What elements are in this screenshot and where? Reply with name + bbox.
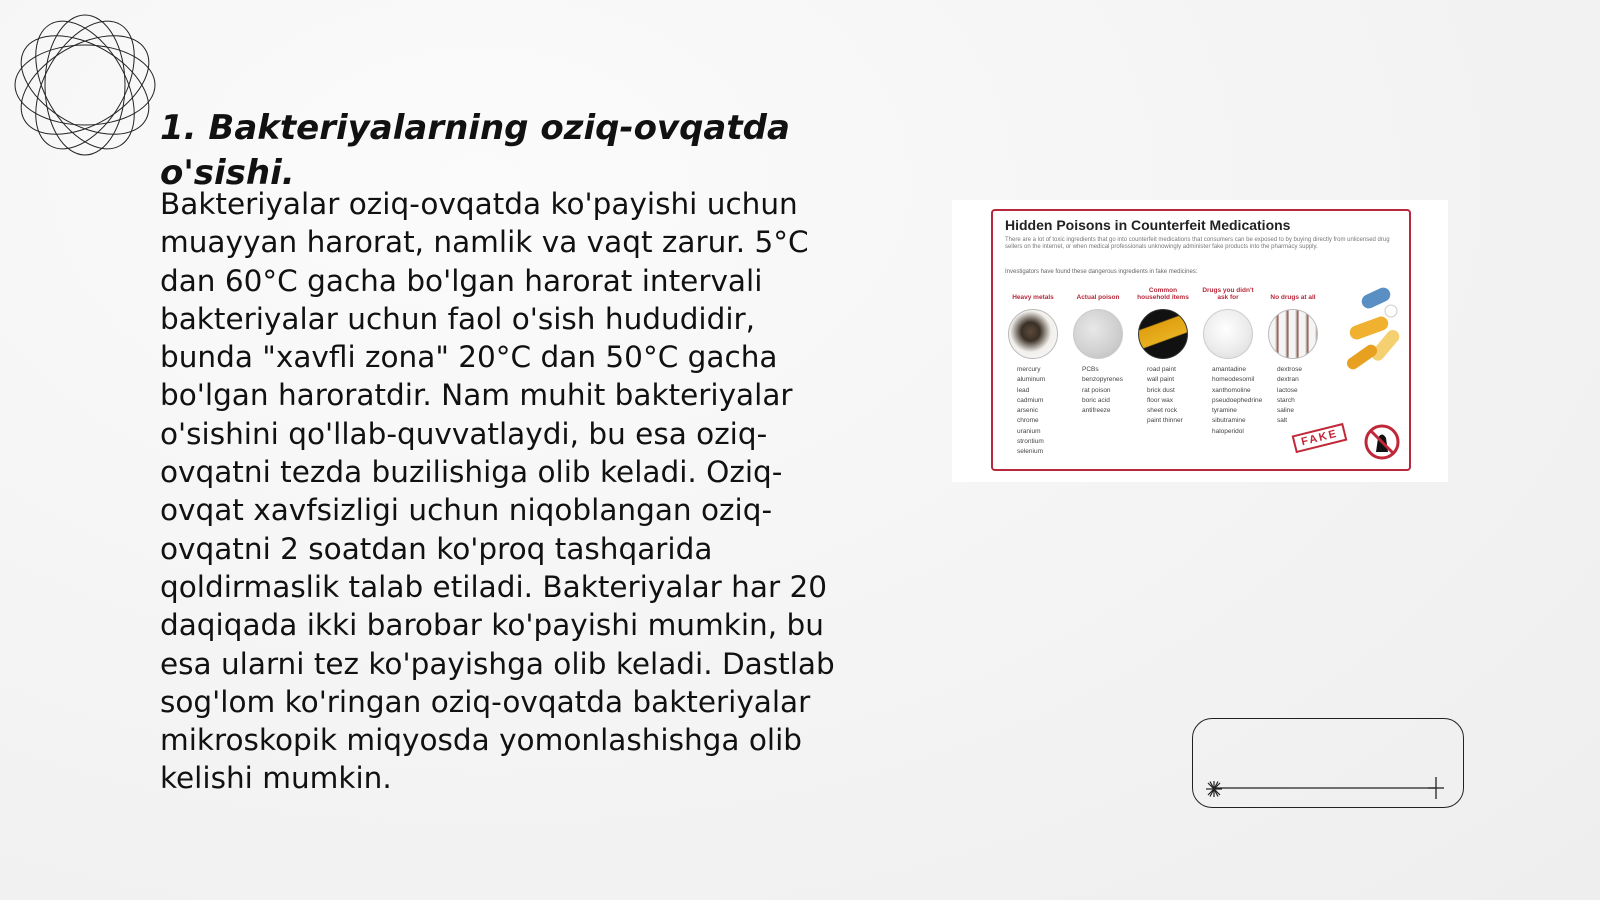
slide-body-text: Bakteriyalar oziq-ovqatda ko'payishi uchun muayyan harorat, namlik va vaqt zarur. 5°C dan 60°C gacha bo'lgan harorat intervali bakteriyalar uchun faol o'sish hududidir, bunda "xavfli zona" 20°C dan 50°C gacha bo'lgan haroratdir. Nam muhit bakteriyalar o'sishini qo'llab-quvvatlaydi, bu esa oziq-ovqatni tezda buzilishiga olib keladi. Oziq-ovqat xavfsizligi uchun niqoblangan oziq-ovqatni 2 soatdan ko'proq tashqarida qoldirmaslik talab etiladi. Bakteriyalar har 20 daqiqada ikki barobar ko'payishi mumkin, bu esa ularni tez ko'payishga olib keladi. Dastlab sog'lom ko'ringan oziq-ovqatda bakteriyalar mikroskopik miqyosda yomonlashishga olib kelishi mumkin. (160, 187, 835, 796)
list-item: pseudoephedrine (1212, 396, 1263, 404)
infographic-column-household-items (1133, 285, 1193, 427)
capsules-pills-icon (1341, 281, 1411, 391)
list-item: sibutramine (1212, 417, 1246, 425)
list-item: saline (1277, 407, 1294, 415)
list-item: mercury (1017, 366, 1041, 373)
sparkle-cross-icon (1425, 776, 1447, 800)
list-item: floor wax (1147, 396, 1174, 404)
list-item: salt (1277, 417, 1288, 425)
no-drugs-prohibited-icon (1363, 423, 1401, 461)
list-item: dextrose (1277, 366, 1302, 373)
list-item: dextran (1277, 376, 1299, 384)
column-items (1212, 365, 1263, 437)
list-item: road paint (1147, 366, 1176, 373)
list-item: brick dust (1147, 386, 1175, 394)
list-item: paint thinner (1147, 417, 1183, 425)
decorative-caption-box (1192, 718, 1464, 808)
list-item: homeodesomil (1212, 376, 1255, 384)
list-item: chrome (1017, 417, 1039, 425)
list-item: rat poison (1082, 386, 1111, 394)
list-item: PCBs (1082, 366, 1099, 373)
list-item: antifreeze (1082, 407, 1111, 415)
column-items (1017, 365, 1063, 458)
infographic-column-heavy-metals (1003, 285, 1063, 458)
heavy-metals-image (1008, 309, 1058, 359)
infographic-column-unrequested-drugs (1198, 285, 1263, 437)
infographic-subheading: Investigators have found these dangerous ingredients in fake medicines: (1005, 269, 1198, 275)
list-item: sheet rock (1147, 407, 1177, 415)
column-heading: Drugs you didn't ask for (1202, 287, 1254, 301)
list-item: cadmium (1017, 396, 1044, 404)
unrequested-drugs-image (1203, 309, 1253, 359)
column-heading: Actual poison (1076, 294, 1120, 301)
list-item: selenium (1017, 448, 1044, 456)
list-item: wall paint (1147, 376, 1175, 384)
list-item: strontium (1017, 438, 1044, 446)
column-heading: Heavy metals (1012, 294, 1054, 301)
list-item: arsenic (1017, 407, 1038, 415)
list-item: tyramine (1212, 407, 1237, 415)
list-item: lactose (1277, 386, 1298, 394)
list-item: lead (1017, 386, 1030, 394)
counterfeit-medications-infographic (991, 209, 1411, 471)
list-item: uranium (1017, 427, 1041, 435)
infographic-column-actual-poison (1068, 285, 1128, 416)
list-item: xanthomoline (1212, 386, 1251, 394)
slide-title: 1. Bakteriyalarning oziq-ovqatda o'sishi. (160, 108, 790, 193)
column-items (1147, 365, 1193, 427)
column-heading: Common household items (1137, 287, 1189, 301)
list-item: starch (1277, 396, 1295, 404)
fake-stamp: FAKE (1292, 423, 1348, 453)
infographic-column-no-drugs (1263, 285, 1323, 427)
household-items-image (1138, 309, 1188, 359)
list-item: aluminum (1017, 376, 1046, 384)
column-heading: No drugs at all (1270, 294, 1316, 301)
column-items (1082, 365, 1128, 416)
circle-lattice-ornament-icon (10, 10, 160, 160)
starburst-icon (1205, 780, 1223, 798)
list-item: haloperidol (1212, 427, 1244, 435)
list-item: amantadine (1212, 366, 1246, 373)
actual-poison-image (1073, 309, 1123, 359)
infographic-title: Hidden Poisons in Counterfeit Medications (1005, 217, 1291, 233)
list-item: benzopyrenes (1082, 376, 1123, 384)
infographic-intro: There are a lot of toxic ingredients that go into counterfeit medications that consumers can be exposed to by buying directly from unlicensed drug sellers on the internet, or when medical professionals unknowingly administer fake products into the pharmacy supply. (1005, 237, 1390, 250)
no-drugs-image (1268, 309, 1318, 359)
list-item: boric acid (1082, 396, 1110, 404)
column-items (1277, 365, 1323, 427)
